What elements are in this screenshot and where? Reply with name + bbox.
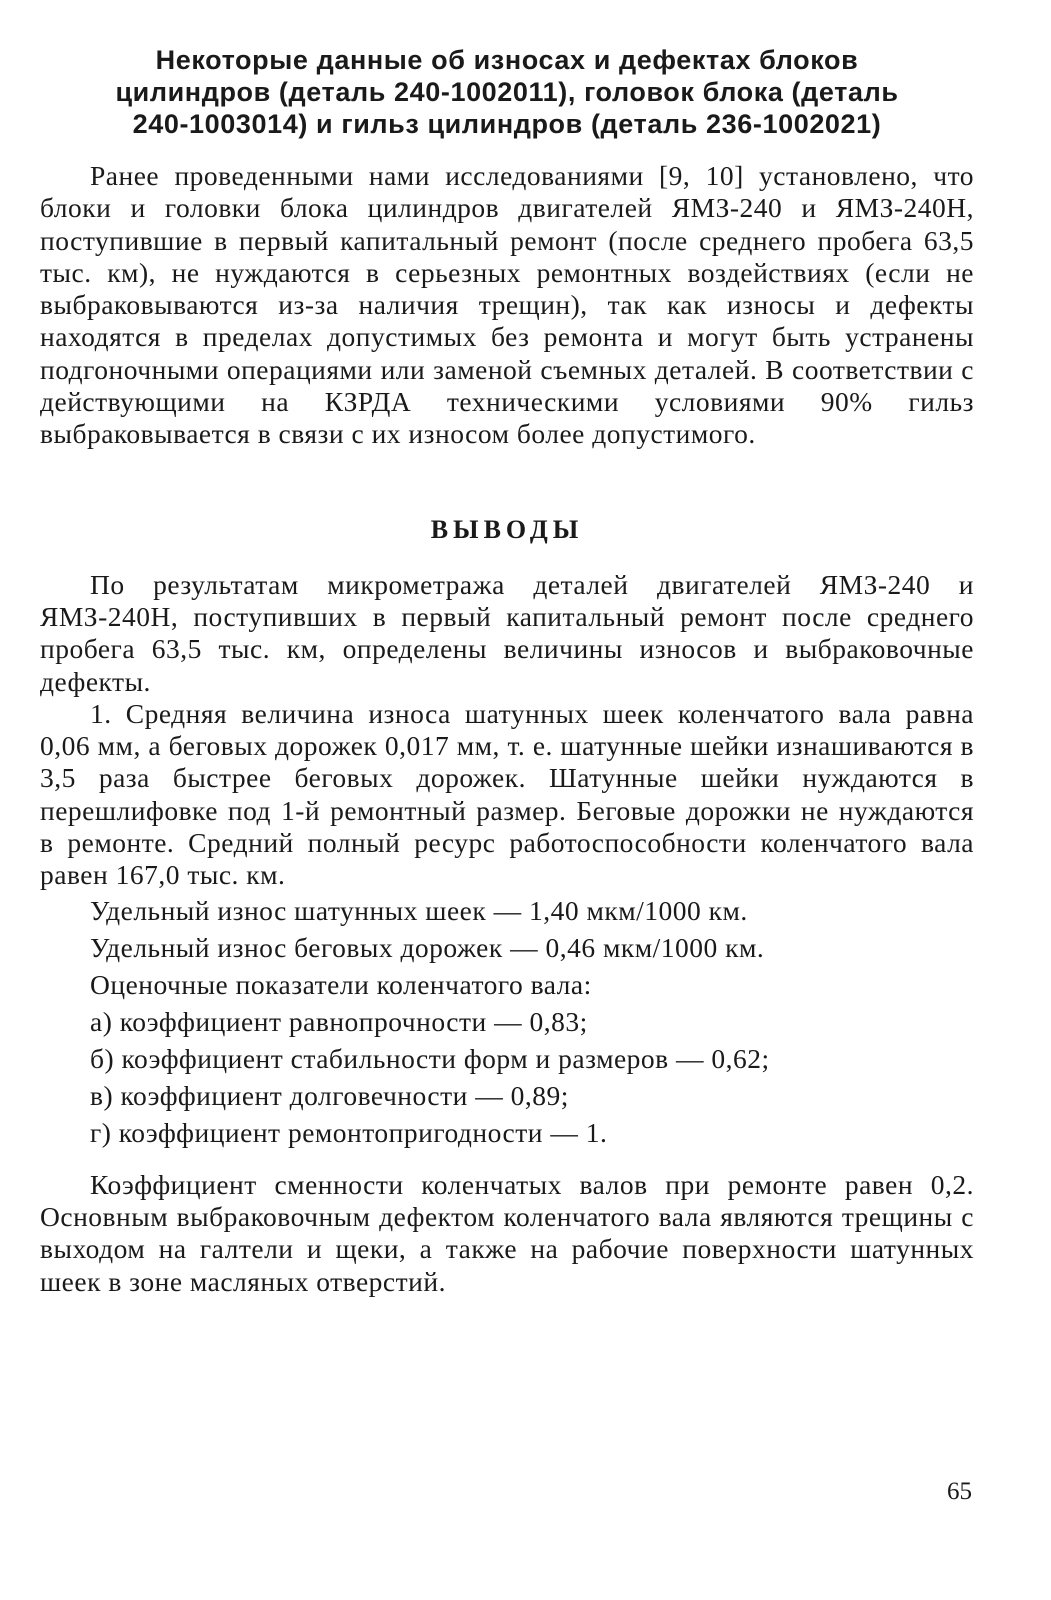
spacer (40, 1151, 974, 1169)
indicator-c: в) коэффициент долговечности — 0,89; (90, 1079, 569, 1111)
wear-conrod-journals: Удельный износ шатунных шеек — 1,40 мкм/1000 км. (90, 894, 748, 926)
section-title-line-3: 240-1003014) и гильз цилиндров (деталь 236-1002021) (132, 109, 882, 139)
section-title-line-2: цилиндров (деталь 240-1002011), головок блока (деталь (115, 77, 899, 107)
section-title-line-1: Некоторые данные об износах и дефектах блоков (155, 45, 859, 75)
conclusions-heading: ВЫВОДЫ (430, 514, 584, 544)
indicator-list (40, 892, 974, 1151)
intro-paragraph: Ранее проведенными нами исследованиями [9, 10] установлено, что блоки и головки блока цилиндров двигателей ЯМЗ-240 и ЯМЗ-240Н, поступившие в первый капитальный ремонт (после среднего пробега 63,5 тыс. км), не нуждаются в серьезных ремонтных воздействиях (если не выбраковываются из-за наличия трещин), так как износы и дефекты находятся в пределах допустимых без ремонта и могут быть устранены подгоночными операциями или заменой съемных деталей. В соответствии с действующими на КЗРДА техническими условиями 90% гильз выбраковывается в связи с их износом более допустимого. (40, 160, 974, 450)
wear-tracks: Удельный износ беговых дорожек — 0,46 мкм/1000 км. (90, 931, 765, 963)
section-title (40, 44, 974, 140)
final-paragraph: Коэффициент сменности коленчатых валов при ремонте равен 0,2. Основным выбраковочным дефектом коленчатого вала являются трещины с выходом на галтели и щеки, а также на рабочие поверхности шатунных шеек в зоне масляных отверстий. (40, 1168, 974, 1297)
indicator-b: б) коэффициент стабильности форм и размеров — 0,62; (90, 1042, 770, 1074)
conclusions-intro-paragraph: По результатам микрометража деталей двигателей ЯМЗ-240 и ЯМЗ-240Н, поступивших в первый капитальный ремонт после среднего пробега 63,5 тыс. км, определены величины износов и выбраковочные дефекты. (40, 568, 974, 697)
page-number: 65 (947, 1478, 972, 1505)
indicators-heading: Оценочные показатели коленчатого вала: (90, 968, 592, 1000)
indicator-d: г) коэффициент ремонтопригодности — 1. (90, 1116, 608, 1148)
page-body (40, 44, 974, 1298)
indicator-a: а) коэффициент равнопрочности — 0,83; (90, 1005, 588, 1037)
conclusion-item-1: 1. Средняя величина износа шатунных шеек коленчатого вала равна 0,06 мм, а беговых дорожек 0,017 мм, т. е. шатунные шейки изнашиваются в 3,5 раза быстрее беговых дорожек. Шатунные шейки нуждаются в перешлифовке под 1-й ремонтный размер. Беговые дорожки не нуждаются в ремонте. Средний полный ресурс работоспособности коленчатого вала равен 167,0 тыс. км. (40, 697, 974, 891)
